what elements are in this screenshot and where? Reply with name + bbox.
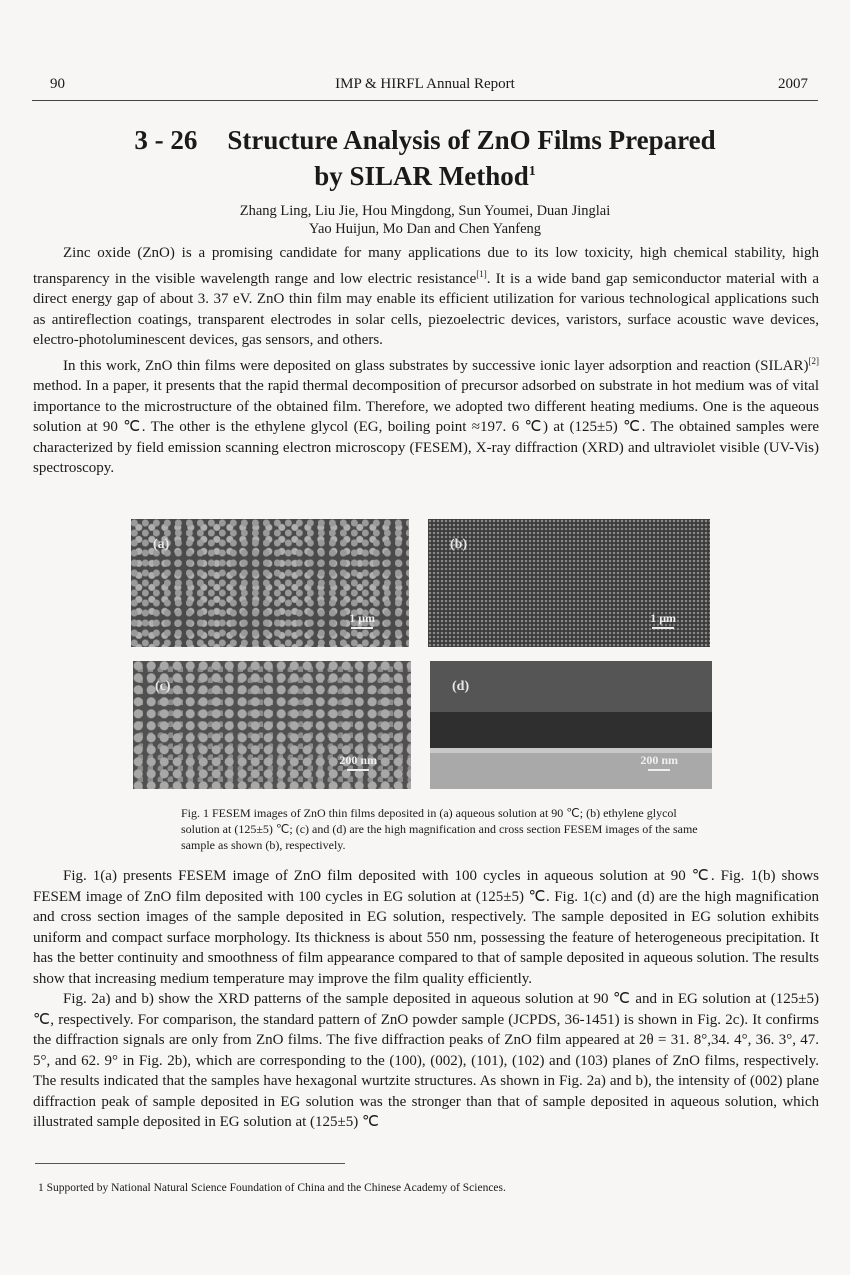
sem-image-c bbox=[133, 661, 411, 789]
scale-text-c: 200 nm bbox=[339, 753, 377, 767]
intro-section bbox=[33, 243, 819, 479]
article-title bbox=[0, 124, 850, 192]
report-year: 2007 bbox=[778, 76, 808, 92]
citation-1: [1] bbox=[476, 268, 487, 279]
running-header bbox=[42, 72, 808, 96]
sem-image-a bbox=[131, 519, 409, 647]
author-list bbox=[0, 202, 850, 238]
figure-1 bbox=[131, 519, 721, 791]
paragraph-3: Fig. 1(a) presents FESEM image of ZnO film deposited with 100 cycles in aqueous solution at 90 ℃. Fig. 1(b) shows FESEM image of ZnO film deposited with 100 cycles in EG solution at (125±5) ℃. Fig. 1(c) and (d) are the high magnification and cross section images of the sample deposited in EG solution, respectively. The sample deposited in EG solution exhibits uniform and compact surface morphology. Its thickness is about 550 nm, possessing the feature of heterogeneous precipitation. It has the better continuity and smoothness of film appearance compared to that of sample deposited in aqueous solution. The results show that increasing medium temperature may improve the film quality efficiently. bbox=[33, 868, 819, 987]
scale-bar-d bbox=[640, 753, 678, 771]
title-footnote-mark: 1 bbox=[528, 164, 536, 179]
authors-line-1: Zhang Ling, Liu Jie, Hou Mingdong, Sun Youmei, Duan Jinglai bbox=[239, 203, 611, 219]
paragraph-1-text: Zinc oxide (ZnO) is a promising candidate for many applications due to its low toxicity, high chemical stability, high transparency in the visible wavelength range and low electric resistance bbox=[33, 245, 819, 287]
panel-label-a: (a) bbox=[153, 537, 170, 552]
paragraph-2 bbox=[33, 351, 819, 479]
journal-name: IMP & HIRFL Annual Report bbox=[335, 76, 515, 92]
sem-image-d bbox=[430, 661, 712, 789]
paragraph-2-text: In this work, ZnO thin films were deposited on glass substrates by successive ionic layer adsorption and reaction (SILAR) bbox=[63, 357, 809, 374]
results-section bbox=[33, 866, 819, 1133]
title-line-1: Structure Analysis of ZnO Films Prepared bbox=[227, 125, 716, 155]
figure-1-caption: Fig. 1 FESEM images of ZnO thin films deposited in (a) aqueous solution at 90 ℃; (b) ethylene glycol solution at (125±5) ℃; (c) and (d) are the high magnification and cross section FESEM images of the same sample as shown (b), respectively. bbox=[181, 806, 698, 852]
title-line-2: by SILAR Method bbox=[314, 161, 529, 191]
sem-image-b bbox=[428, 519, 710, 647]
citation-2: [2] bbox=[808, 355, 819, 366]
footnote-rule bbox=[35, 1163, 345, 1164]
article-number: 3 - 26 bbox=[134, 125, 198, 155]
header-rule bbox=[32, 100, 818, 101]
paragraph-2-text-cont: method. In a paper, it presents that the rapid thermal decomposition of precursor adsorbed on substrate in hot medium was of vital importance to the microstructure of the obtained film. Therefore, we adopted two different heating mediums. One is the aqueous solution at 90 ℃. The other is the ethylene glycol (EG, boiling point ≈197. 6 ℃) at (125±5) ℃. The obtained samples were characterized by field emission scanning electron microscopy (FESEM), X-ray diffraction (XRD) and ultraviolet visible (UV-Vis) spectroscopy. bbox=[33, 378, 819, 476]
footnote: 1 Supported by National Natural Science Foundation of China and the Chinese Academy of Sciences. bbox=[38, 1182, 506, 1194]
scale-bar-c bbox=[339, 753, 377, 771]
panel-label-d: (d) bbox=[452, 679, 470, 694]
scale-text-d: 200 nm bbox=[640, 753, 678, 767]
paragraph-1-text-cont: . It is a wide band gap semiconductor material with a direct energy gap of about 3. 37 eV. ZnO thin film may enable its efficient utilization for various technological applications such as antireflection coatings, transparent electrodes in solar cells, piezoelectric devices, varistors, surface acoustic wave devices, electro-photoluminescent devices, gas sensors, and others. bbox=[33, 270, 819, 348]
page-number: 90 bbox=[50, 76, 65, 92]
paragraph-4: Fig. 2a) and b) show the XRD patterns of the sample deposited in aqueous solution at 90 ℃ and in EG solution at (125±5) ℃, respectively. For comparison, the standard pattern of ZnO powder sample (JCPDS, 36-1451) is shown in Fig. 2c). It confirms the diffraction signals are only from ZnO films. The five diffraction peaks of ZnO film appeared at 2θ = 31. 8°,34. 4°, 36. 3°, 47. 5°, and 62. 9° in Fig. 2b), which are corresponding to the (100), (002), (101), (102) and (103) planes of ZnO films, respectively. The results indicated that the samples have hexagonal wurtzite structures. As shown in Fig. 2a) and b), the intensity of (002) plane diffraction peak of sample deposited in EG solution was the stronger than that of sample deposited in aqueous solution, which illustrated sample deposited in EG solution at (125±5) ℃ bbox=[33, 991, 819, 1130]
scale-text-b: 1 μm bbox=[650, 611, 676, 625]
scale-bar-b bbox=[650, 611, 676, 629]
scale-text-a: 1 μm bbox=[349, 611, 375, 625]
scale-bar-a bbox=[349, 611, 375, 629]
panel-label-b: (b) bbox=[450, 537, 468, 552]
panel-label-c: (c) bbox=[155, 679, 171, 694]
paragraph-1 bbox=[33, 243, 819, 351]
authors-line-2: Yao Huijun, Mo Dan and Chen Yanfeng bbox=[308, 221, 542, 237]
